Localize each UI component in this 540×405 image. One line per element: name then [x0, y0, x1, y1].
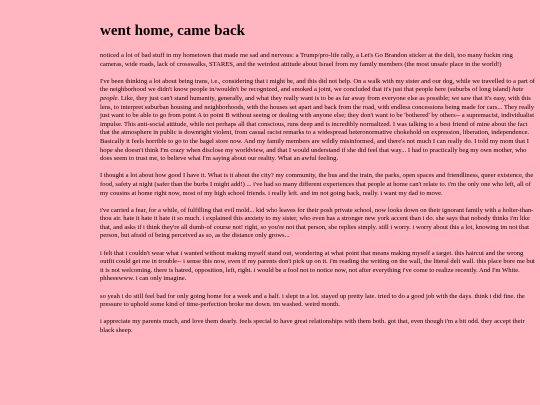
paragraph-7: i appreciate my parents much, and love them dearly. feels special to have great relationships with them both. got that, even though i'm a bit odd. they accept their black sheep.	[100, 318, 525, 334]
paragraph-2-tail: . Like, they just can't stand humanity, generally, and what they really want is to be as far away from everyone else as possible; we saw that it's easy, with this lens, to interpret suburban housing and neighborhoods, with the houses set apart and back from the road, with endless concessions being made for cars... They really just want to be able to go from point A to point B without seeing or dealing with anyone else; they don't want to be 'bothered' by others-- a supremacist, individualist impulse. This anti-social attitude, while not perhaps all that conscious, runs deep and is incredibly normalized. I was talking to a best friend of mine about the fact that the atmosphere in public is downright violent, from casual racist remarks to a widespread heteronormative chokehold on expression, liberation, independence. Basically it feels horrible to go to the bagel store now. And my family members are wildly misinformed, and there's not much I can really do. I told my mom that I hope she doesn't think I'm crazy when disclose my worldview, and that I would understand if she did feel that way... I had to practically beg my own mother, who does seem to trust me, to believe what I'm saying about our reality. What an awful feeling.	[100, 94, 535, 163]
paragraph-2	[100, 78, 535, 164]
paragraph-2-emphasis: hate people	[100, 86, 524, 102]
paragraph-1: noticed a lot of bad stuff in my hometown that made me sad and nervous: a Trump/pro-life rally, a Let's Go Brandon sticker at the deli, too many fuckin ring cameras, wide roads, lack of crosswalks, STARES, and the weirdest attitude about Israel from my family members (the most unsafe place in the world!)	[100, 52, 513, 68]
post-body	[100, 22, 535, 344]
paragraph-6: so yeah i do still feel bad for only going home for a week and a half. i slept in a lot. stayed up pretty late. tried to do a good job with the days. think i did fine. the pressure to uphold some kind of time-perfection broke me down. im washed. weird month.	[100, 292, 525, 309]
paragraph-3: I thought a lot about how good I have it. What is it about the city? my community, the bus and the train, the parks, open spaces and friendliness, queer existence, the food, safety at night (safer than the burbs I might add!) ... i've had so many different experiences that people at home can't relate to. i'm the only one who left, all of my cousins at home right now, most of my high school friends. i really left. and im not going back, really. i want my dad to move.	[100, 172, 534, 197]
paragraph-4: i've carried a fear, for a while, of fulfilling that evil mold... kid who leaves for their posh private school, now looks down on their ignorant family with a holier-than-thou air. hate it hate it hate it so much. i explained this anxiety to my sister, who even has a stronger new york accent than i do. she says that nobody thinks i'm like that, and asks if i think they're all dumb-of course not! right, so you're not that person, she replies simply. still i worry. i worry about this a lot, knowing im not that person, but afraid of being perceived as so, as the distance only grows...	[100, 206, 534, 240]
post-title: went home, came back	[100, 23, 245, 39]
paragraph-2-text: I've been thinking a lot about being trans, i.e., considering that i might be, and this did not help. On a walk with my sister and our dog, while we travelled to a part of the neighborhood we didn't know people in/wouldn't be recognized, and smoked a joint, we concluded that it's just that people here (suburbs of long island)	[100, 77, 535, 94]
paragraph-5: i felt that i couldn't wear what i wanted without making myself stand out, wondering at what point that means making myself a target. this haircut and the wrong outfit could get me in trouble-- i sense this now, even if my parents don't pick up on it. i'm reading the writing on the wall, the literal deli wall. this place bore me but it is not welcoming. there is hatred, opposition, left, right. i would be a fool not to notice now, not after everything i've come to realize recently. And I'm White. phheeewww. i can only imagine.	[100, 249, 535, 283]
